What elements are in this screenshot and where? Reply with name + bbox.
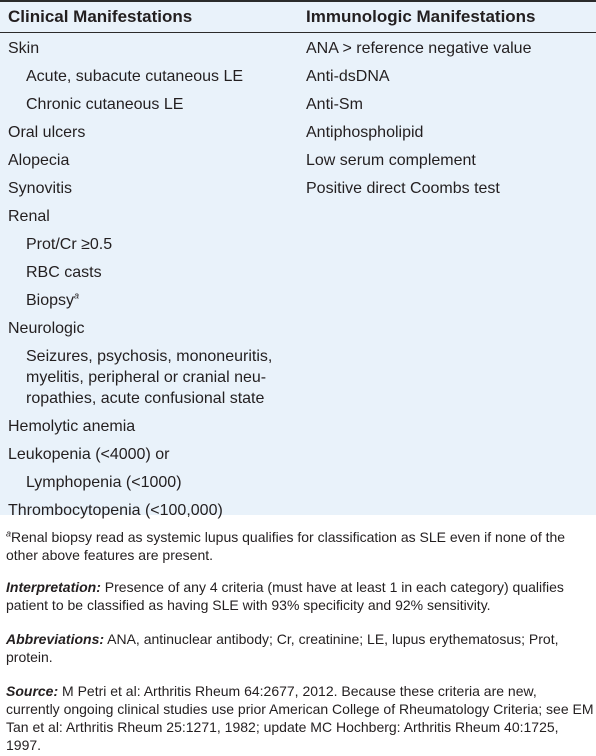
clinical-row: Acute, subacute cutaneous LE: [26, 68, 244, 85]
neuro-line: Seizures, psychosis, mononeuritis,: [26, 348, 273, 365]
immunologic-row: ANA > reference negative value: [306, 40, 532, 57]
clinical-header: Clinical Manifestations: [8, 7, 193, 26]
biopsy-label: Biopsy: [26, 292, 75, 309]
immunologic-header: Immunologic Manifestations: [306, 7, 536, 26]
clinical-row: Hemolytic anemia: [8, 418, 136, 435]
footnote-marker: a: [74, 290, 80, 301]
clinical-row: Thrombocytopenia (<100,000): [8, 502, 223, 519]
footnote-a: [6, 528, 594, 564]
clinical-row-biopsy: [26, 290, 79, 311]
abbreviations-note: [6, 630, 594, 666]
clinical-row: Alopecia: [8, 152, 70, 169]
interpretation-text: Presence of any 4 criteria (must have at least 1 in each category) qualifies patient to be classified as having SLE with 93% specificity and 92% sensitivity.: [6, 579, 564, 613]
clinical-row: Renal: [8, 208, 50, 225]
abbreviations-label: Abbreviations:: [6, 631, 105, 647]
immunologic-row: Anti-Sm: [306, 96, 363, 113]
interpretation-label: Interpretation:: [6, 579, 101, 595]
source-note: [6, 682, 594, 754]
immunologic-row: Antiphospholipid: [306, 124, 424, 141]
clinical-row: Oral ulcers: [8, 124, 86, 141]
immunologic-row: Low serum complement: [306, 152, 476, 169]
source-label: Source:: [6, 683, 59, 699]
interpretation-note: [6, 578, 594, 614]
footnote-a-marker: a: [6, 528, 12, 539]
clinical-row: Leukopenia (<4000) or: [8, 446, 170, 463]
clinical-row: Synovitis: [8, 180, 73, 197]
table-header-row: [0, 2, 596, 33]
source-text: M Petri et al: Arthritis Rheum 64:2677, 2012. Because these criteria are new, currently ongoing clinical studies use prior American College of Rheumatology Criteria; see EM Tan et al: Arthritis Rheum 25:1271, 1982; update MC Hochberg: Arthritis Rheum 40:1725, 1997.: [6, 683, 594, 753]
abbreviations-text: ANA, antinuclear antibody; Cr, creatinine; LE, lupus erythematosus; Prot, protein.: [6, 631, 559, 665]
clinical-row: Neurologic: [8, 320, 85, 337]
neuro-line: myelitis, peripheral or cranial neu-: [26, 369, 267, 386]
clinical-row: Prot/Cr ≥0.5: [26, 236, 113, 253]
immunologic-row: Positive direct Coombs test: [306, 180, 500, 197]
neuro-line: ropathies, acute confusional state: [26, 390, 265, 407]
clinical-row: Chronic cutaneous LE: [26, 96, 184, 113]
footnote-a-text: Renal biopsy read as systemic lupus qualifies for classification as SLE even if none of the other above features are present.: [6, 529, 566, 563]
clinical-row: Skin: [8, 40, 40, 57]
clinical-row: Lymphopenia (<1000): [26, 474, 182, 491]
clinical-row: RBC casts: [26, 264, 102, 281]
immunologic-row: Anti-dsDNA: [306, 68, 390, 85]
clinical-row-neurologic-detail: [26, 346, 272, 409]
